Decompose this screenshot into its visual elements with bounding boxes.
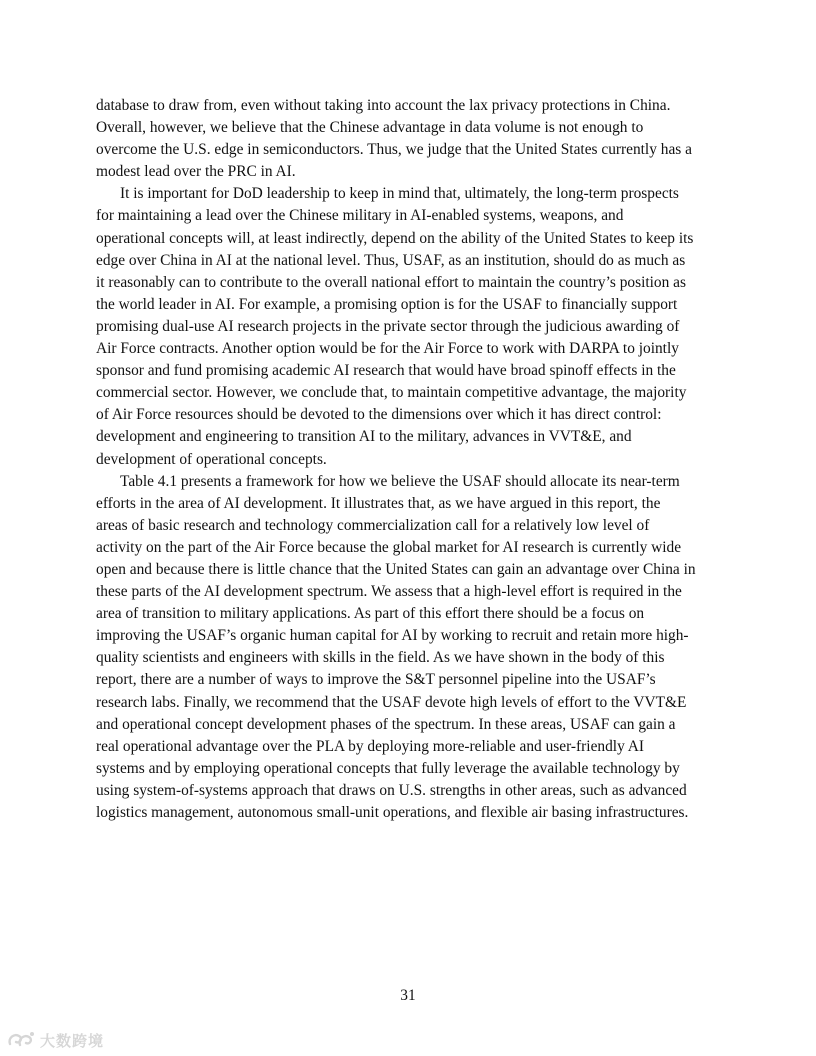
text-line: efforts in the area of AI development. It illustrates that, as we have argued in this report, the [96, 494, 661, 512]
text-line: activity on the part of the Air Force because the global market for AI research is currently wide [96, 538, 682, 556]
document-body [96, 95, 720, 824]
text-line: and operational concept development phases of the spectrum. In these areas, USAF can gain a [96, 715, 676, 733]
paragraph-2 [96, 183, 720, 470]
paragraph-3 [96, 471, 720, 825]
text-line: for maintaining a lead over the Chinese military in AI-enabled systems, weapons, and [96, 207, 624, 225]
text-line: open and because there is little chance that the United States can gain an advantage over China in [96, 560, 696, 578]
text-line: Air Force contracts. Another option would be for the Air Force to work with DARPA to jointly [96, 340, 679, 358]
page-number: 31 [400, 987, 416, 1004]
watermark [6, 1028, 104, 1052]
watermark-text: 大数跨境 [40, 1031, 105, 1050]
text-line: edge over China in AI at the national level. Thus, USAF, as an institution, should do as much as [96, 251, 686, 269]
text-line: logistics management, autonomous small-unit operations, and flexible air basing infrastructures. [96, 804, 689, 821]
text-line: improving the USAF’s organic human capital for AI by working to recruit and retain more high- [96, 627, 689, 645]
text-line: research labs. Finally, we recommend that the USAF devote high levels of effort to the VVT&E [96, 693, 687, 711]
text-line: systems and by employing operational concepts that fully leverage the available technology by [96, 759, 680, 777]
text-line: operational concepts will, at least indirectly, depend on the ability of the United States to keep its [96, 229, 694, 247]
text-line: Table 4.1 presents a framework for how we believe the USAF should allocate its near-term [120, 472, 680, 490]
text-line: modest lead over the PRC in AI. [96, 163, 296, 181]
text-line: using system-of-systems approach that draws on U.S. strengths in other areas, such as advanced [96, 781, 687, 799]
text-line: area of transition to military applications. As part of this effort there should be a focus on [96, 605, 645, 623]
text-line: development and engineering to transition AI to the military, advances in VVT&E, and [96, 428, 632, 446]
text-line: it reasonably can to contribute to the overall national effort to maintain the country’s position as [96, 273, 686, 291]
text-line: quality scientists and engineers with skills in the field. As we have shown in the body of this [96, 649, 665, 667]
text-line: the world leader in AI. For example, a promising option is for the USAF to financially support [96, 295, 678, 313]
text-line: commercial sector. However, we conclude that, to maintain competitive advantage, the majority [96, 384, 687, 402]
text-line: these parts of the AI development spectrum. We assess that a high-level effort is required in the [96, 583, 682, 601]
swirl-logo-icon [6, 1030, 36, 1050]
text-line: areas of basic research and technology commercialization call for a relatively low level of [96, 516, 650, 534]
text-line: It is important for DoD leadership to keep in mind that, ultimately, the long-term prospects [120, 185, 679, 203]
text-line: Overall, however, we believe that the Chinese advantage in data volume is not enough to [96, 119, 644, 137]
text-line: promising dual-use AI research projects in the private sector through the judicious awarding of [96, 317, 680, 335]
text-line: report, there are a number of ways to improve the S&T personnel pipeline into the USAF’s [96, 671, 656, 689]
text-line: of Air Force resources should be devoted to the dimensions over which it has direct control: [96, 406, 662, 424]
paragraph-1 [96, 95, 720, 183]
text-line: real operational advantage over the PLA by deploying more-reliable and user-friendly AI [96, 737, 644, 755]
text-line: development of operational concepts. [96, 450, 327, 468]
text-line: database to draw from, even without taking into account the lax privacy protections in China. [96, 97, 671, 114]
text-line: overcome the U.S. edge in semiconductors. Thus, we judge that the United States currently has a [96, 141, 692, 159]
text-line: sponsor and fund promising academic AI research that would have broad spinoff effects in the [96, 362, 676, 380]
